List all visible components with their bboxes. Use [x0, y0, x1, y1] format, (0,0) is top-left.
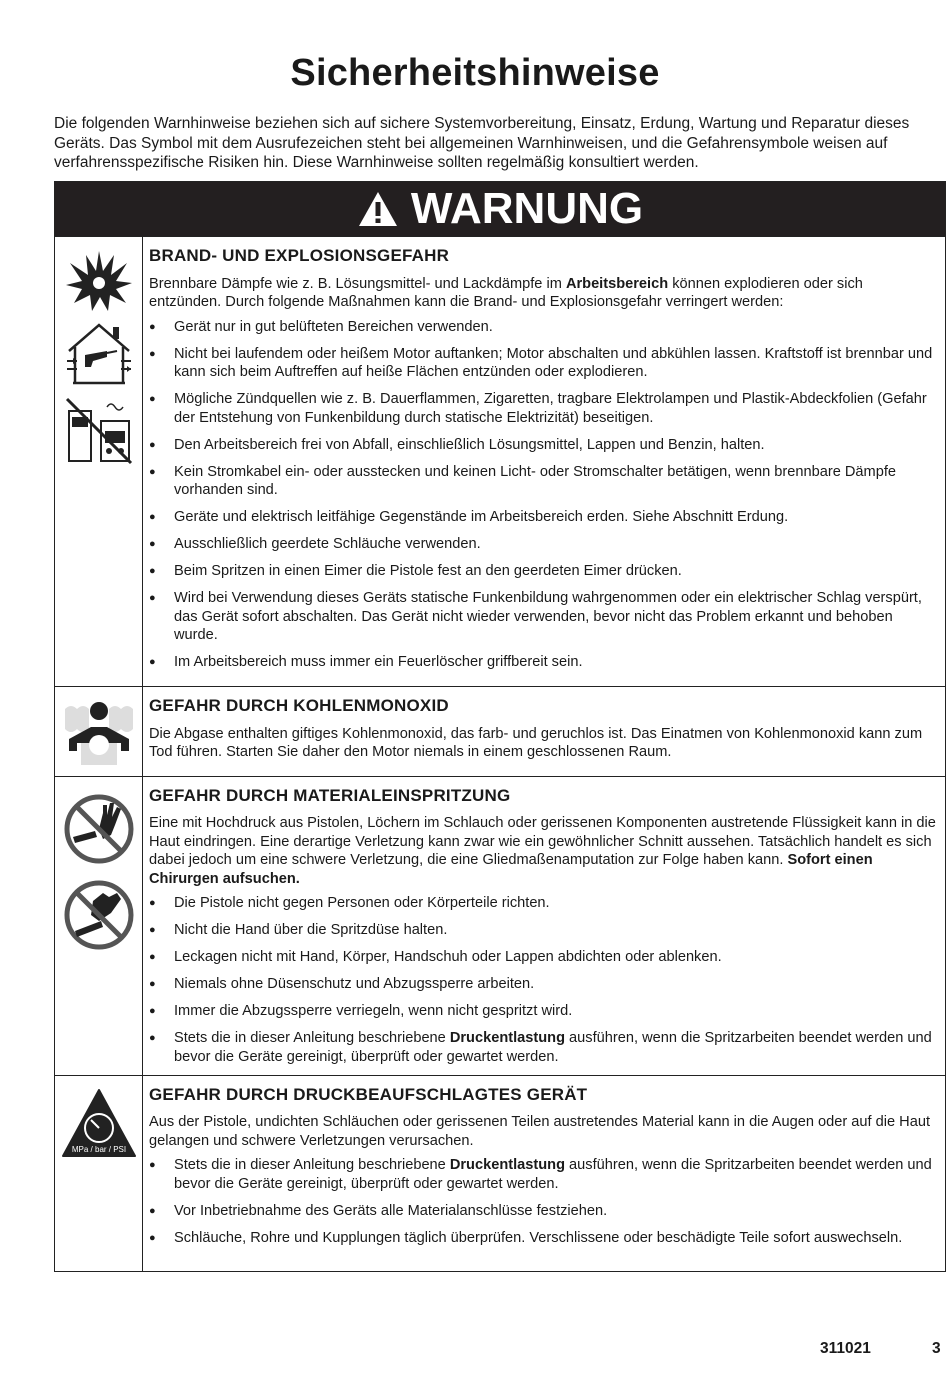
- section-carbon-monoxide-content: [143, 687, 946, 777]
- document-number: 311021: [820, 1340, 871, 1357]
- list-item: ● Den Arbeitsbereich frei von Abfall, einschließlich Lösungsmittel, Lappen und Benzin, halten.: [149, 436, 939, 455]
- explosion-icon: [64, 249, 134, 315]
- list-item: ● Nicht bei laufendem oder heißem Motor auftanken; Motor abschalten und abkühlen lassen. Kraftstoff ist brennbar und kann sich beim Auftreffen auf heiße Flächen entzünden oder explodieren.: [149, 345, 939, 382]
- bullet-list: [149, 318, 939, 672]
- no-hand-over-nozzle-icon: [63, 793, 135, 865]
- warning-banner-label: WARNUNG: [410, 184, 644, 233]
- list-item: ● Kein Stromkabel ein- oder ausstecken und keinen Licht- oder Stromschalter betätigen, wenn brennbare Dämpfe vorhanden sind.: [149, 463, 939, 500]
- list-item: ● Gerät nur in gut belüfteten Bereichen verwenden.: [149, 318, 939, 337]
- toxic-fumes-icon: [61, 695, 137, 771]
- list-item: ● Niemals ohne Düsenschutz und Abzugssperre arbeiten.: [149, 975, 939, 994]
- list-item: ● Die Pistole nicht gegen Personen oder Körperteile richten.: [149, 894, 939, 913]
- section-pressurized-equipment-content: [143, 1075, 946, 1271]
- section-text: Brennbare Dämpfe wie z. B. Lösungsmittel- und Lackdämpfe im Arbeitsbereich können explodieren oder sich entzünden. Durch folgende Maßnahmen kann die Brand- und Explosionsgefahr verringert werden:: [149, 275, 863, 310]
- list-item: ● Stets die in dieser Anleitung beschriebene Druckentlastung ausführen, wenn die Spritzarbeiten beendet werden und bevor die Geräte gereinigt, überprüft oder gewartet werden.: [149, 1029, 939, 1066]
- section-title: BRAND- UND EXPLOSIONSGEFAHR: [149, 246, 450, 265]
- list-item: ● Geräte und elektrisch leitfähige Gegenstände im Arbeitsbereich erden. Siehe Abschnitt Erdung.: [149, 508, 939, 527]
- warning-table: [54, 181, 946, 1272]
- list-item: ● Wird bei Verwendung dieses Geräts statische Funkenbildung wahrgenommen oder ein elektrischer Schlag verspürt, das Gerät sofort abschalten. Das Gerät nicht wieder verwenden, bevor nicht das Problem erkannt und behoben wurde.: [149, 589, 939, 645]
- page-number: 3: [932, 1340, 941, 1357]
- section-title: GEFAHR DURCH KOHLENMONOXID: [149, 696, 449, 715]
- section-fire-explosion-content: [143, 237, 946, 687]
- section-text: Aus der Pistole, undichten Schläuchen oder gerissenen Teilen austretendes Material kann in die Augen oder auf die Haut gelangen und schwere Verletzungen verursachen.: [149, 1114, 931, 1149]
- section-carbon-monoxide: [55, 687, 946, 777]
- section-title: GEFAHR DURCH MATERIALEINSPRITZUNG: [149, 785, 511, 805]
- page-title: Sicherheitshinweise: [290, 52, 660, 94]
- gauge-label: MPa / bar / PSI: [71, 1144, 126, 1154]
- section-injection: [55, 776, 946, 1075]
- no-spray-at-hand-icon: [63, 879, 135, 951]
- intro-paragraph: Die folgenden Warnhinweise beziehen sich auf sichere Systemvorbereitung, Einsatz, Erdung, Wartung und Reparatur dieses Geräts. Das Symbol mit dem Ausrufezeichen steht bei allgemeinen Warnhinweisen, und die Gefahrensymbole weisen auf verfahrensspezifische Risiken hin. Diese Warnhinweise sollten regelmäßig konsultiert werden.: [54, 115, 910, 171]
- section-title: GEFAHR DURCH DRUCKBEAUFSCHLAGTES GERÄT: [149, 1084, 588, 1104]
- section-fire-explosion: [55, 237, 946, 687]
- list-item: ● Mögliche Zündquellen wie z. B. Dauerflammen, Zigaretten, tragbare Elektrolampen und Plastik-Abdeckfolien (Gefahr der Entstehung von Funkenbildung durch statische Elektrizität) beseitigen.: [149, 390, 939, 427]
- list-item: ● Nicht die Hand über die Spritzdüse halten.: [149, 921, 939, 940]
- section-injection-content: [143, 776, 946, 1075]
- list-item: ● Beim Spritzen in einen Eimer die Pistole fest an den geerdeten Eimer drücken.: [149, 562, 939, 581]
- no-ignition-sources-icon: [63, 395, 135, 467]
- ventilation-house-icon: [63, 321, 135, 387]
- list-item: ● Im Arbeitsbereich muss immer ein Feuerlöscher griffbereit sein.: [149, 653, 939, 672]
- bullet-list: [149, 1156, 939, 1247]
- list-item: ● Stets die in dieser Anleitung beschriebene Druckentlastung ausführen, wenn die Spritzarbeiten beendet werden und bevor die Geräte gereinigt, überprüft oder gewartet werden.: [149, 1156, 939, 1193]
- section-text: Eine mit Hochdruck aus Pistolen, Löchern im Schlauch oder gerissenen Komponenten austretende Flüssigkeit kann in die Haut eindringen. Eine derartige Verletzung kann zwar wie ein gewöhnlicher Schnitt aussehen. Tatsächlich handelt es sich dabei jedoch um eine schwere Verletzung, die eine Gliedmaßenamputation zur Folge haben kann. Sofort einen Chirurgen aufsuchen.: [149, 815, 936, 887]
- warning-banner: [55, 182, 946, 237]
- warning-triangle-icon: [357, 190, 399, 228]
- list-item: ● Immer die Abzugssperre verriegeln, wenn nicht gespritzt wird.: [149, 1002, 939, 1021]
- section-pressurized-equipment: [55, 1075, 946, 1271]
- list-item: ● Leckagen nicht mit Hand, Körper, Handschuh oder Lappen abdichten oder ablenken.: [149, 948, 939, 967]
- bullet-list: [149, 894, 939, 1066]
- list-item: ● Vor Inbetriebnahme des Geräts alle Materialanschlüsse festziehen.: [149, 1202, 939, 1221]
- list-item: ● Ausschließlich geerdete Schläuche verwenden.: [149, 535, 939, 554]
- list-item: ● Schläuche, Rohre und Kupplungen täglich überprüfen. Verschlissene oder beschädigte Teile sofort auswechseln.: [149, 1229, 939, 1248]
- pressure-gauge-warning-icon: [61, 1088, 137, 1158]
- section-text: Die Abgase enthalten giftiges Kohlenmonoxid, das farb- und geruchlos ist. Das Einatmen von Kohlenmonoxid kann zum Tod führen. Starten Sie daher den Motor niemals in einem geschlossenen Raum.: [149, 725, 923, 760]
